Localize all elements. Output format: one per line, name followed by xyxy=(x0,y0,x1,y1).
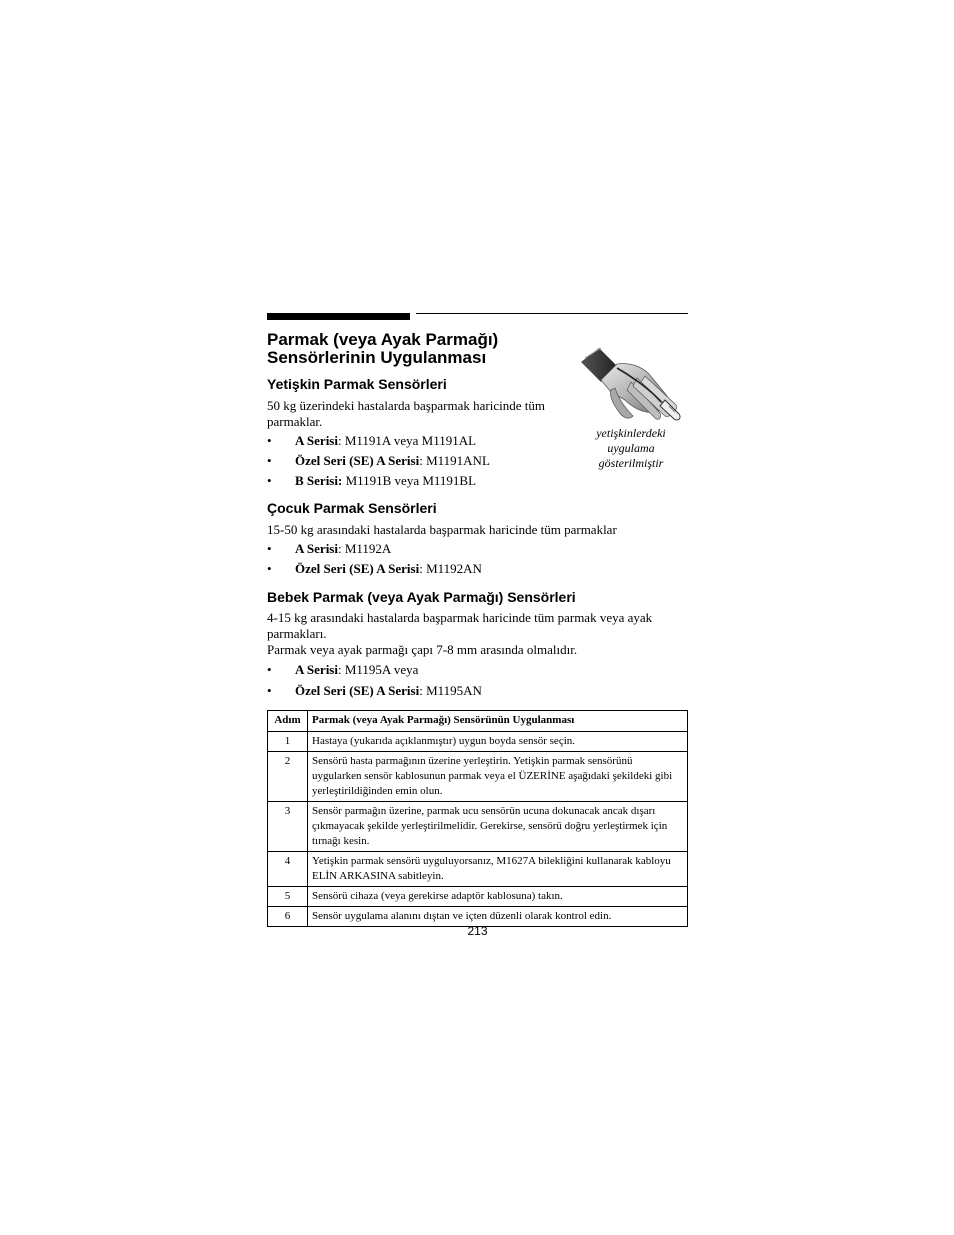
section-heading-child: Çocuk Parmak Sensörleri xyxy=(267,500,437,516)
step-text: Sensör uygulama alanını dıştan ve içten düzenli olarak kontrol edin. xyxy=(308,907,688,927)
table-row xyxy=(268,732,688,752)
steps-table xyxy=(267,710,688,927)
step-text: Sensör parmağın üzerine, parmak ucu sensörün ucuna dokunacak ancak dışarı çıkmayacak şekilde yerleştirilmelidir. Gerekirse, sensörü doğru yerleştirmek için tırnağı kesin. xyxy=(308,802,688,852)
section-heading-infant: Bebek Parmak (veya Ayak Parmağı) Sensörleri xyxy=(267,589,576,605)
list-item: • A Serisi: M1192A xyxy=(267,541,392,556)
table-row xyxy=(268,887,688,907)
step-number: 5 xyxy=(268,887,308,907)
step-number: 4 xyxy=(268,852,308,887)
list-item: • A Serisi: M1195A veya xyxy=(267,662,419,677)
step-text: Yetişkin parmak sensörü uyguluyorsanız, M1627A bilekliğini kullanarak kabloyu ELİN ARKASINA sabitleyin. xyxy=(308,852,688,887)
section-text-adult: 50 kg üzerindeki hastalarda başparmak haricinde tüm parmaklar. xyxy=(267,398,545,429)
section-rule-thin xyxy=(416,313,688,314)
figure-caption xyxy=(577,426,685,471)
table-row xyxy=(268,852,688,887)
table-header-row xyxy=(268,711,688,732)
figure-caption-line: yetişkinlerdeki xyxy=(596,426,666,440)
hand-icon xyxy=(571,330,689,426)
section-text-child: 15-50 kg arasındaki hastalarda başparmak haricinde tüm parmaklar xyxy=(267,522,617,537)
hand-with-finger-sensor-illustration xyxy=(571,330,689,426)
section-heading-adult: Yetişkin Parmak Sensörleri xyxy=(267,376,447,392)
section-rule-thick xyxy=(267,313,410,320)
table-row xyxy=(268,752,688,802)
page-number: 213 xyxy=(467,924,488,938)
list-item: • A Serisi: M1191A veya M1191AL xyxy=(267,433,477,448)
step-text: Sensörü hasta parmağının üzerine yerleştirin. Yetişkin parmak sensörünü uygularken sensör kablosunun parmak veya el ÜZERİNE aşağıdaki şekildeki gibi yerleştirildiğinden emin olun. xyxy=(308,752,688,802)
step-number: 3 xyxy=(268,802,308,852)
column-header-step: Adım xyxy=(268,711,308,732)
section-text-infant-diameter: Parmak veya ayak parmağı çapı 7-8 mm arasında olmalıdır. xyxy=(267,642,578,657)
step-text: Hastaya (yukarıda açıklanmıştır) uygun boyda sensör seçin. xyxy=(308,732,688,752)
page-title: Parmak (veya Ayak Parmağı) Sensörlerinin Uygulanması xyxy=(267,330,499,367)
step-number: 6 xyxy=(268,907,308,927)
list-item: • Özel Seri (SE) A Serisi: M1195AN xyxy=(267,683,482,698)
figure-caption-line: gösterilmiştir xyxy=(598,456,664,470)
list-item: • Özel Seri (SE) A Serisi: M1191ANL xyxy=(267,453,490,468)
table-row xyxy=(268,802,688,852)
section-text-infant: 4-15 kg arasındaki hastalarda başparmak haricinde tüm parmak veya ayak parmakları. xyxy=(267,610,653,641)
step-number: 2 xyxy=(268,752,308,802)
list-item: • B Serisi: M1191B veya M1191BL xyxy=(267,473,477,488)
list-item: • Özel Seri (SE) A Serisi: M1192AN xyxy=(267,561,482,576)
figure-caption-line: uygulama xyxy=(607,441,655,455)
column-header-instruction: Parmak (veya Ayak Parmağı) Sensörünün Uygulanması xyxy=(308,711,688,732)
step-text: Sensörü cihaza (veya gerekirse adaptör kablosuna) takın. xyxy=(308,887,688,907)
step-number: 1 xyxy=(268,732,308,752)
